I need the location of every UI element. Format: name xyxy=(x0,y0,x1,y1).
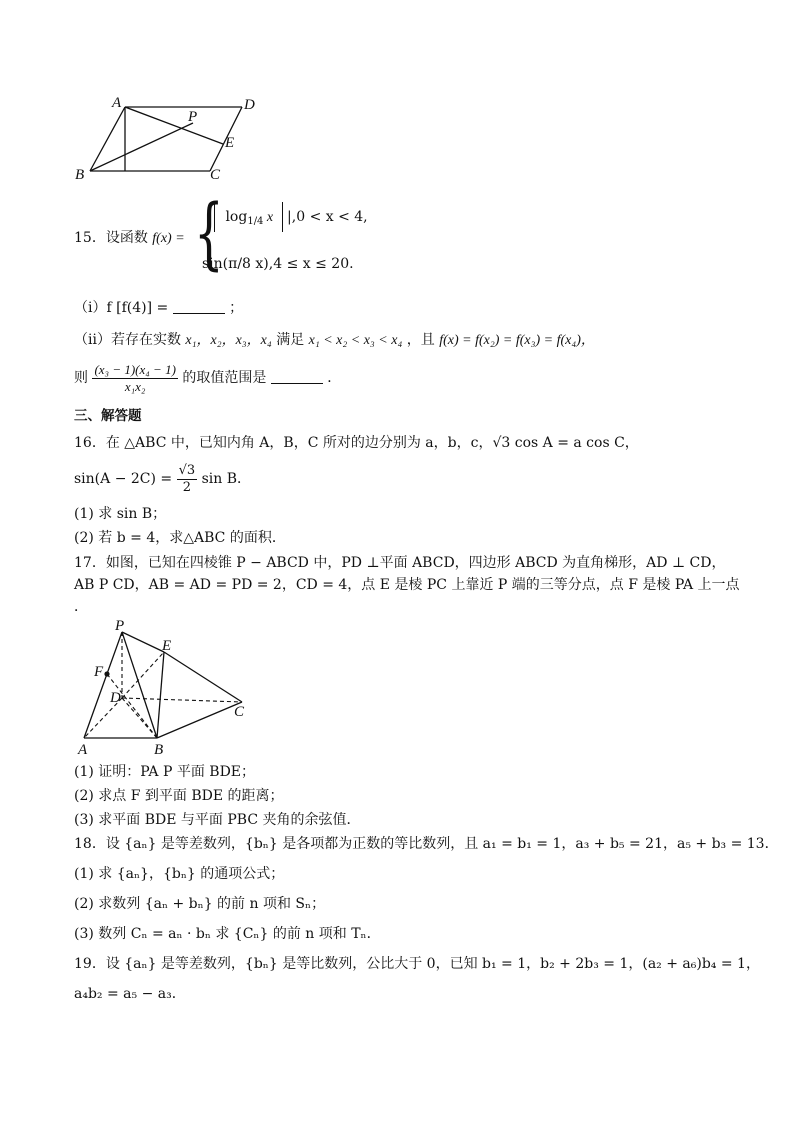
q17-line1: 17．如图，已知在四棱锥 P − ABCD 中，PD ⊥平面 ABCD，四边形 ABCD 为直角梯形，AD ⊥ CD， xyxy=(74,555,726,571)
label-P: P xyxy=(115,618,125,634)
q16-part2: (2) 若 b = 4，求△ABC 的面积． xyxy=(74,530,286,546)
q17-part2: (2) 求点 F 到平面 BDE 的距离； xyxy=(74,788,284,804)
label-E: E xyxy=(162,638,172,654)
q19-line1: 19．设 {aₙ} 是等差数列，{bₙ} 是等比数列，公比大于 0，已知 b₁ = 1，b₂ + 2b₃ = 1，(a₂ + a₆)b₄ = 1， xyxy=(74,956,760,972)
q15-number: 15．设函数 xyxy=(74,230,148,246)
q18-part3: (3) 数列 Cₙ = aₙ · bₙ 求 {Cₙ} 的前 n 项和 Tₙ． xyxy=(74,926,381,942)
piecewise-brace: { xyxy=(194,189,224,279)
q15-part-ii: （ⅱ）若存在实数 x₁，x₂，x₃，x₄ 满足 x₁ < x₂ < x₃ < x₄ ，且 f(x) = f(x₂) = f(x₃) = f(x₄)， xyxy=(74,332,595,348)
section-heading: 三、解答题 xyxy=(74,408,142,424)
q16-line1: 16．在 △ABC 中，已知内角 A，B，C 所对的边分别为 a，b，c，√3 cos A = a cos C， xyxy=(74,435,639,451)
label-D: D xyxy=(244,97,255,113)
label-B: B xyxy=(154,742,164,758)
q16-part1: (1) 求 sin B； xyxy=(74,506,167,522)
q15-case2: sin(π/8 x),4 ≤ x ≤ 20. xyxy=(202,256,354,272)
q18-part1: (1) 求 {aₙ}，{bₙ} 的通项公式； xyxy=(74,866,285,882)
label-E: E xyxy=(225,135,235,151)
q15-case1: $\log_{1/4} x$ |,0 < x < 4, xyxy=(214,202,368,232)
label-P: P xyxy=(188,109,198,125)
answer-blank-1[interactable] xyxy=(173,299,225,314)
label-C: C xyxy=(234,704,245,720)
q15-fx: f(x) = xyxy=(152,231,185,246)
answer-blank-2[interactable] xyxy=(271,369,323,384)
q17-line2: AB P CD，AB = AD = PD = 2，CD = 4，点 E 是棱 PC 上靠近 P 端的三等分点，点 F 是棱 PA 上一点 xyxy=(74,577,740,593)
q18-line1: 18．设 {aₙ} 是等差数列，{bₙ} 是各项都为正数的等比数列，且 a₁ = b₁ = 1，a₃ + b₅ = 21，a₅ + b₃ = 13． xyxy=(74,836,779,852)
label-B: B xyxy=(75,167,85,183)
q16-line2: sin(A − 2C) = $\frac{√3}{2}$ sin B． xyxy=(74,462,252,495)
figure-pyramid xyxy=(70,618,270,758)
q15-part-ii-range: 则 $\frac{\text{(x₃ − 1)(x₄ − 1)}}{\text{x₁x₂}}$ 的取值范围是 ． xyxy=(74,361,342,394)
q17-part3: (3) 求平面 BDE 与平面 PBC 夹角的余弦值． xyxy=(74,812,361,828)
q15-part-i: （ⅰ）f [f(4)] = ； xyxy=(74,300,244,316)
q18-part2: (2) 求数列 {aₙ + bₙ} 的前 n 项和 Sₙ； xyxy=(74,896,326,912)
q19-line2: a₄b₂ = a₅ − a₃． xyxy=(74,986,186,1002)
q17-line3: ． xyxy=(74,599,88,615)
label-C: C xyxy=(210,167,221,183)
q15-fraction: $\frac{\text{(x₃ − 1)(x₄ − 1)}}{\text{x₁x₂}}$ xyxy=(94,361,176,394)
figure-parallelogram xyxy=(70,95,270,185)
q17-part1: (1) 证明：PA P 平面 BDE； xyxy=(74,764,256,780)
label-A: A xyxy=(112,95,122,111)
q15-line1 xyxy=(74,228,185,249)
label-A: A xyxy=(78,742,88,758)
label-D: D xyxy=(110,690,121,706)
label-F: F xyxy=(94,664,104,680)
q15-case1-condition: |,0 < x < 4, xyxy=(287,209,368,225)
